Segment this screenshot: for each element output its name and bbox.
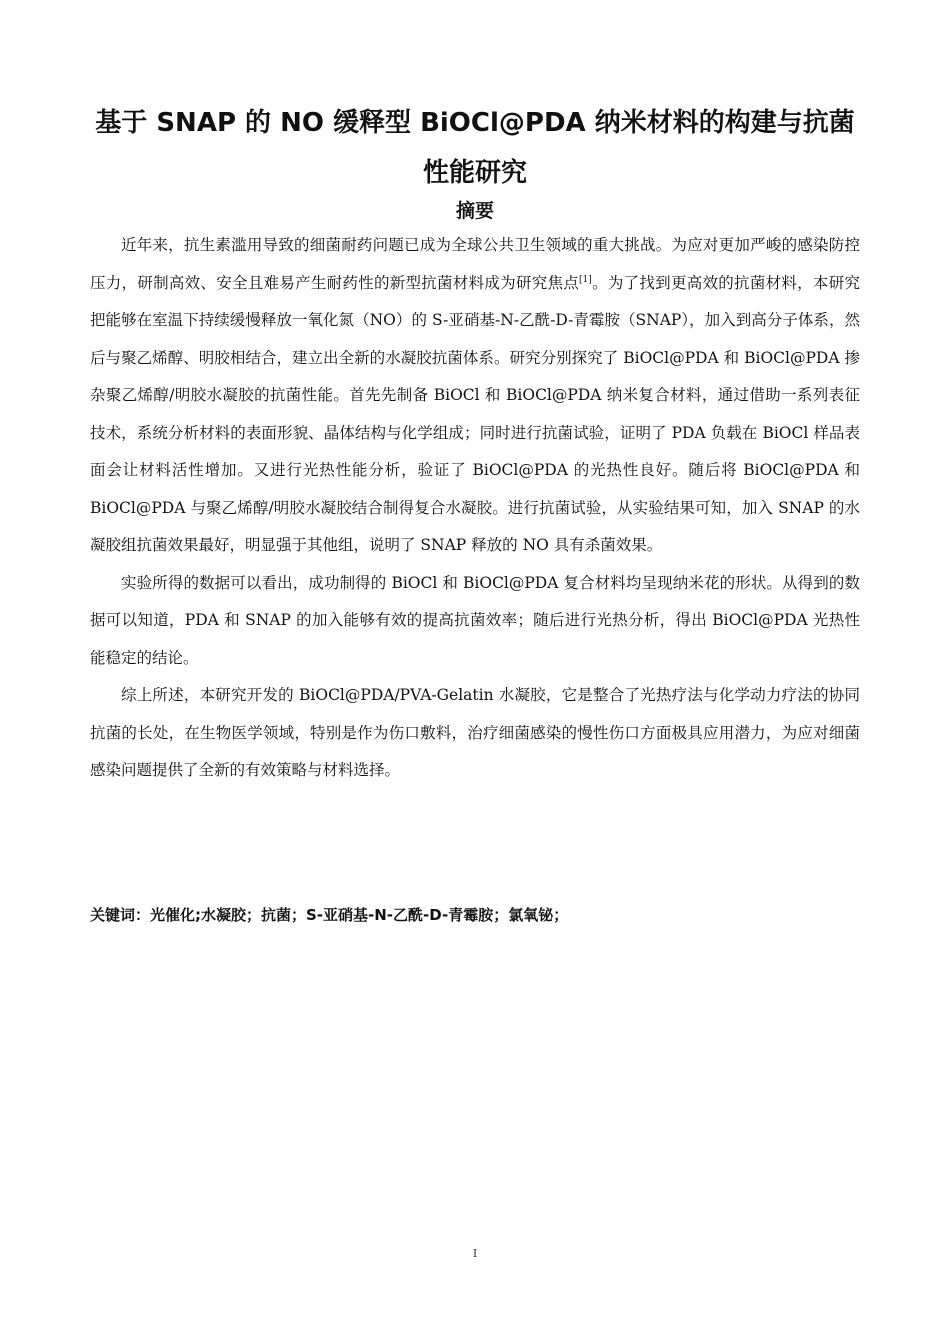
abstract-paragraph-2: 实验所得的数据可以看出，成功制得的 BiOCl 和 BiOCl@PDA 复合材料均呈现纳米花的形状。从得到的数据可以知道，PDA 和 SNAP 的加入能够有效的提高抗菌效率；随后进行光热分析，得出 BiOCl@PDA 光热性能稳定的结论。 — [90, 573, 860, 667]
keywords-line: 关键词：光催化;水凝胶；抗菌；S-亚硝基-N-乙酰-D-青霉胺；氯氧铋； — [90, 906, 569, 924]
document-title: 基于 SNAP 的 NO 缓释型 BiOCl@PDA 纳米材料的构建与抗菌性能研究 — [95, 108, 855, 188]
abstract-paragraph-1 — [90, 227, 860, 565]
paragraph-1-text-start: 近年来，抗生素滥用导致的细菌耐药问题已成为全球公共卫生领域的重大挑战。为应对更加严峻的感染防控压力，研制高效、安全且难易产生耐药性的新型抗菌材料成为研究焦点 — [90, 236, 860, 292]
abstract-heading: 摘要 — [455, 200, 494, 222]
abstract-paragraph-3: 综上所述，本研究开发的 BiOCl@PDA/PVA-Gelatin 水凝胶，它是整合了光热疗法与化学动力疗法的协同抗菌的长处，在生物医学领域，特别是作为伤口敷料，治疗细菌感染的慢性伤口方面极具应用潜力，为应对细菌感染问题提供了全新的有效策略与材料选择。 — [90, 686, 860, 779]
abstract-body — [90, 227, 860, 790]
citation-reference: [1] — [579, 274, 592, 285]
page-number: I — [472, 1247, 478, 1260]
paragraph-1-text-end: 。为了找到更高效的抗菌材料，本研究把能够在室温下持续缓慢释放一氧化氮（NO）的 S-亚硝基-N-乙酰-D-青霉胺（SNAP），加入到高分子体系，然后与聚乙烯醇、明胶相结合，建立出全新的水凝胶抗菌体系。研究分别探究了 BiOCl@PDA 和 BiOCl@PDA 掺杂聚乙烯醇/明胶水凝胶的抗菌性能。首先先制备 BiOCl 和 BiOCl@PDA 纳米复合材料，通过借助一系列表征技术，系统分析材料的表面形貌、晶体结构与化学组成；同时进行抗菌试验，证明了 PDA 负载在 BiOCl 样品表面会让材料活性增加。又进行光热性能分析，验证了 BiOCl@PDA 的光热性良好。随后将 BiOCl@PDA 和 BiOCl@PDA 与聚乙烯醇/明胶水凝胶结合制得复合水凝胶。进行抗菌试验，从实验结果可知，加入 SNAP 的水凝胶组抗菌效果最好，明显强于其他组，说明了 SNAP 释放的 NO 具有杀菌效果。 — [90, 273, 860, 554]
